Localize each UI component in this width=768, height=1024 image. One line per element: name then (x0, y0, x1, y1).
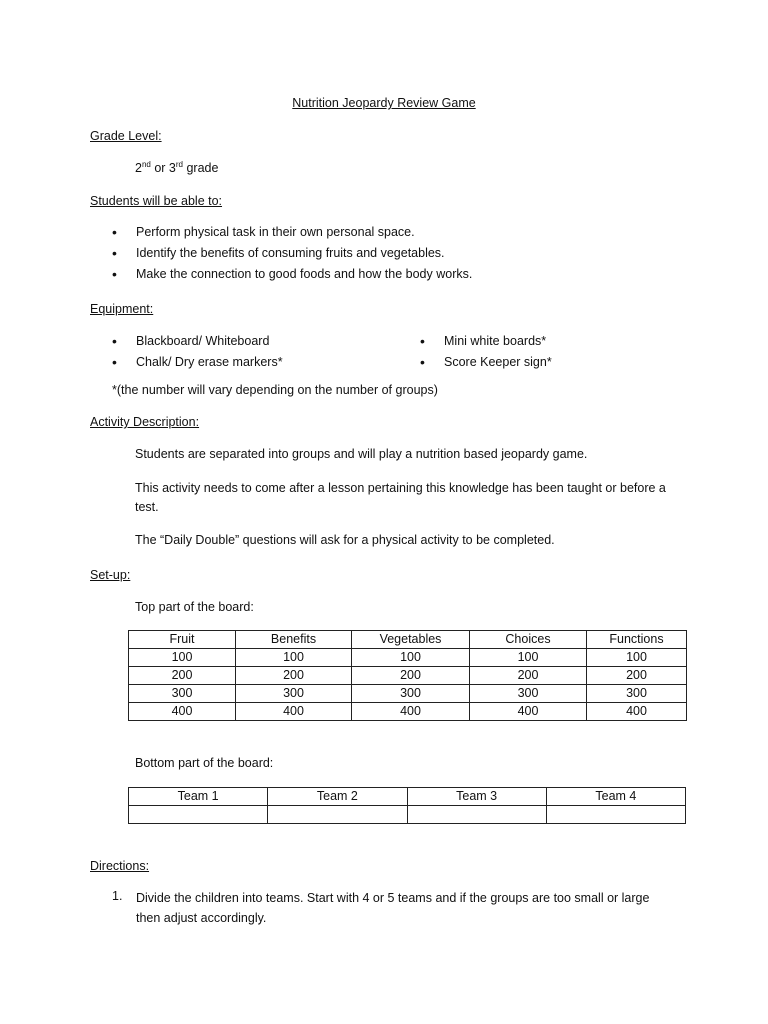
table-cell: 200 (129, 667, 236, 685)
list-item: • Identify the benefits of consuming fruits and vegetables. (112, 243, 472, 264)
table-cell (407, 806, 546, 824)
column-header: Vegetables (352, 631, 470, 649)
table-row (129, 806, 686, 824)
activity-heading: Activity Description: (90, 415, 200, 429)
table-cell: 100 (470, 649, 587, 667)
table-cell: 200 (470, 667, 587, 685)
column-header: Team 1 (129, 788, 268, 806)
grade-level-heading: Grade Level: (90, 129, 162, 143)
grade-level-value (135, 160, 218, 176)
activity-paragraph: Students are separated into groups and will play a nutrition based jeopardy game. (135, 447, 588, 461)
table-cell: 300 (587, 685, 687, 703)
column-header: Choices (470, 631, 587, 649)
table-cell: 100 (587, 649, 687, 667)
column-header: Functions (587, 631, 687, 649)
page-title: Nutrition Jeopardy Review Game (292, 96, 476, 110)
top-board-table (128, 630, 687, 721)
grade-3: 3 (168, 161, 176, 175)
table-header-row (129, 631, 687, 649)
objectives-list (112, 222, 472, 285)
list-item-number: 1. (112, 889, 123, 903)
table-cell: 200 (236, 667, 352, 685)
table-cell: 400 (352, 703, 470, 721)
bottom-board-table (128, 787, 686, 824)
table-cell: 300 (236, 685, 352, 703)
bottom-board-label: Bottom part of the board: (135, 756, 274, 770)
list-item: • Perform physical task in their own personal space. (112, 222, 472, 243)
table-row (129, 685, 687, 703)
table-cell: 400 (587, 703, 687, 721)
table-cell: 400 (470, 703, 587, 721)
table-cell: 300 (470, 685, 587, 703)
table-cell: 100 (129, 649, 236, 667)
equipment-heading: Equipment: (90, 302, 154, 316)
column-header: Benefits (236, 631, 352, 649)
equipment-note: *(the number will vary depending on the number of groups) (112, 383, 438, 397)
grade-3-suffix: rd (175, 159, 183, 169)
table-cell: 100 (352, 649, 470, 667)
table-cell: 400 (236, 703, 352, 721)
activity-paragraph: This activity needs to come after a lesson pertaining this knowledge has been taught or before a test. (135, 481, 666, 514)
grade-word: grade (183, 161, 219, 175)
list-item: • Chalk/ Dry erase markers* (112, 352, 283, 373)
list-item-text: Divide the children into teams. Start with 4 or 5 teams and if the groups are too small or large then adjust accordingly. (136, 891, 650, 925)
column-header: Fruit (129, 631, 236, 649)
table-cell: 100 (236, 649, 352, 667)
table-row (129, 703, 687, 721)
directions-heading: Directions: (90, 859, 150, 873)
column-header: Team 2 (268, 788, 407, 806)
list-item: • Make the connection to good foods and how the body works. (112, 264, 472, 285)
objectives-heading: Students will be able to: (90, 194, 223, 208)
table-cell (129, 806, 268, 824)
grade-2: 2 (135, 161, 142, 175)
equipment-list-right (420, 331, 552, 373)
table-cell: 300 (129, 685, 236, 703)
grade-2-suffix: nd (141, 159, 151, 169)
table-cell: 400 (129, 703, 236, 721)
equipment-list-left (112, 331, 283, 373)
setup-heading: Set-up: (90, 568, 131, 582)
table-cell: 200 (352, 667, 470, 685)
table-cell (268, 806, 407, 824)
list-item: • Blackboard/ Whiteboard (112, 331, 283, 352)
column-header: Team 4 (546, 788, 685, 806)
list-item: • Score Keeper sign* (420, 352, 552, 373)
grade-or: or (150, 161, 169, 175)
top-board-label: Top part of the board: (135, 600, 254, 614)
table-cell: 200 (587, 667, 687, 685)
table-header-row (129, 788, 686, 806)
column-header: Team 3 (407, 788, 546, 806)
list-item: • Mini white boards* (420, 331, 552, 352)
table-cell (546, 806, 685, 824)
table-row (129, 649, 687, 667)
table-row (129, 667, 687, 685)
table-cell: 300 (352, 685, 470, 703)
activity-paragraph: The “Daily Double” questions will ask for a physical activity to be completed. (135, 533, 555, 547)
